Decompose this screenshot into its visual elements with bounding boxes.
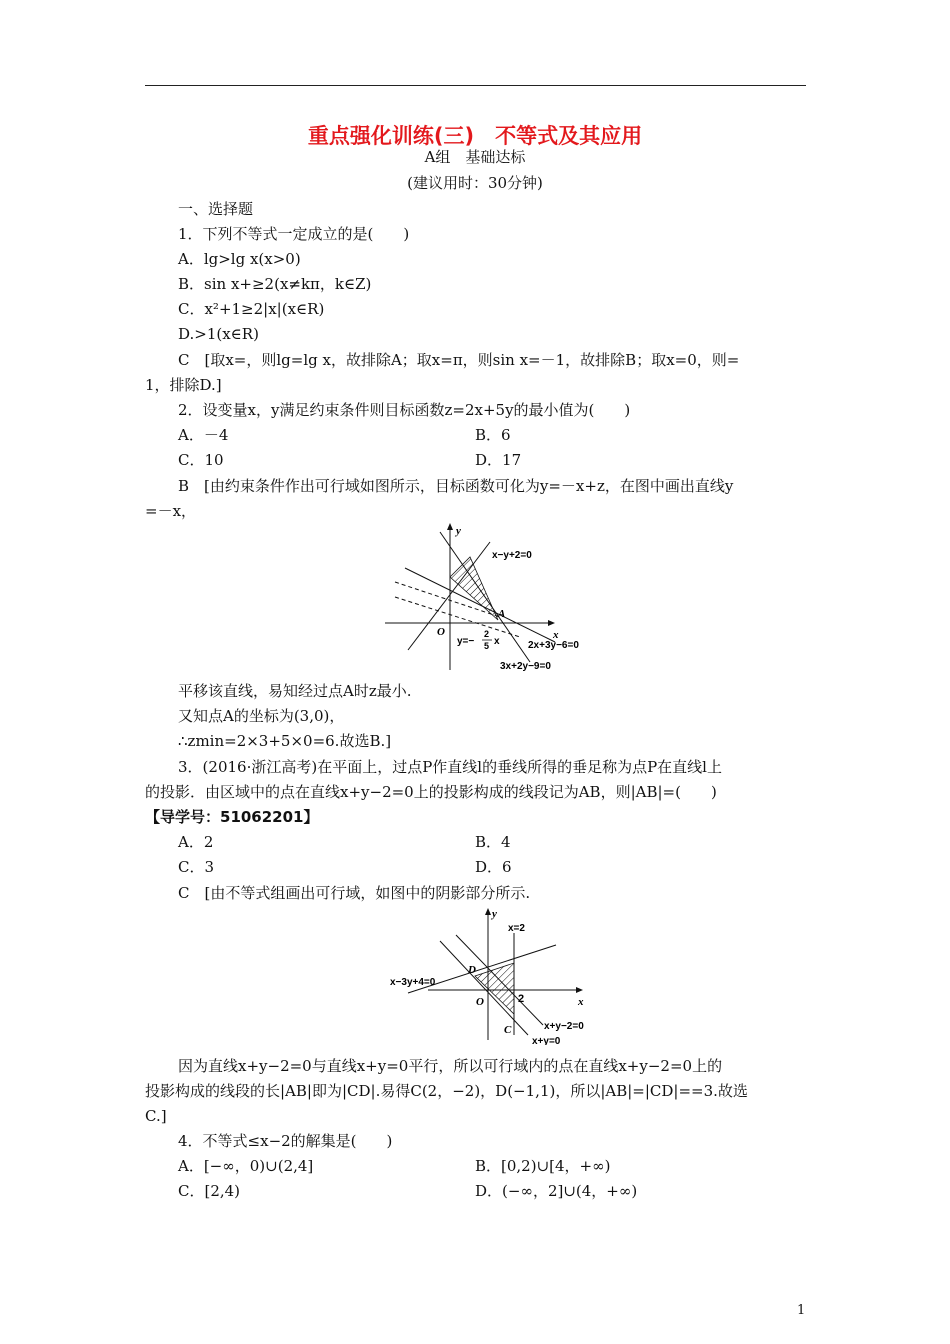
q3-line2: 的投影．由区域中的点在直线x+y−2=0上的投影构成的线段记为AB，则|AB|=( ) — [145, 783, 717, 801]
q3-option-d: D．6 — [475, 858, 512, 876]
q3-option-a: A．2 — [178, 833, 214, 851]
q1-stem: 1．下列不等式一定成立的是( ) — [178, 225, 410, 243]
feasible-region-figure-2 — [388, 905, 598, 1045]
q2-stem: 2．设变量x，y满足约束条件则目标函数z=2x+5y的最小值为( ) — [178, 401, 631, 419]
q3-line1: 3．(2016·浙江高考)在平面上，过点P作直线l的垂线所得的垂足称为点P在直线l上 — [178, 758, 722, 776]
q2-after-line1: 平移该直线，易知经过点A时z最小. — [178, 682, 412, 700]
fig2-line2-label: x−3y+4=0 — [390, 977, 436, 988]
header-rule — [145, 85, 806, 86]
fig1-x-label: x — [553, 629, 559, 641]
fig1-dashed-den: 5 — [484, 641, 490, 651]
q4-stem: 4．不等式≤x−2的解集是( ) — [178, 1132, 393, 1150]
q4-option-d: D．(−∞，2]∪(4，+∞) — [475, 1182, 638, 1200]
q2-option-c: C．10 — [178, 451, 224, 469]
line-x-y-minus-2 — [456, 935, 543, 1025]
page-number: 1 — [797, 1303, 806, 1318]
q3-answer-line1: C [由不等式组画出可行域，如图中的阴影部分所示. — [178, 884, 531, 902]
feasible-region-figure-1 — [380, 522, 600, 674]
fig1-line1-label: x−y+2=0 — [492, 550, 532, 561]
fig1-point-a: A — [498, 608, 506, 620]
fig1-y-label: y — [456, 525, 461, 537]
fig1-line3-label: 3x+2y−9=0 — [500, 661, 551, 672]
fig1-dashed-prefix: y=− — [457, 636, 475, 647]
fig1-origin-label: O — [437, 626, 445, 638]
q3-after-line3: C.] — [145, 1107, 167, 1125]
q1-option-a: A．lg>lg x(x>0) — [178, 250, 301, 268]
q2-after-line2: 又知点A的坐标为(3,0)， — [178, 707, 345, 725]
q3-after-line1: 因为直线x+y−2=0与直线x+y=0平行，所以可行域内的点在直线x+y−2=0上的 — [178, 1057, 723, 1075]
group-label: A组 基础达标 — [424, 148, 526, 166]
fig2-point-d: D — [468, 964, 476, 976]
fig2-line4-label: x+y=0 — [532, 1036, 561, 1045]
fig2-origin-label: O — [476, 996, 484, 1008]
fig1-dashed-var: x — [494, 636, 500, 647]
line-x-y-eq-0 — [440, 941, 528, 1035]
x-axis-arrow — [576, 987, 583, 993]
q4-option-a: A．[−∞，0)∪(2,4] — [178, 1157, 314, 1175]
q2-answer-line1: B [由约束条件作出可行域如图所示，目标函数可化为y=－x+z，在图中画出直线y — [178, 477, 734, 495]
q1-option-d: D.>1(x∈R) — [178, 325, 259, 343]
q4-option-b: B．[0,2)∪[4，+∞) — [475, 1157, 611, 1175]
x-axis-arrow — [548, 620, 555, 626]
q1-answer-line1: C [取x=，则lg=lg x，故排除A；取x=π，则sin x=－1，故排除B；取x=0，则= — [178, 351, 740, 369]
fig2-x-label: x — [578, 996, 584, 1008]
y-axis-arrow — [485, 908, 491, 915]
fig2-point-c: C — [504, 1024, 512, 1036]
fig2-y-label: y — [492, 908, 497, 920]
q2-option-d: D．17 — [475, 451, 522, 469]
fig1-dashed-num: 2 — [484, 629, 490, 639]
q2-option-b: B．6 — [475, 426, 511, 444]
q2-option-a: A．－4 — [178, 426, 229, 444]
page-title: 重点强化训练(三) 不等式及其应用 — [307, 124, 643, 148]
fig2-line3-label: x+y−2=0 — [544, 1021, 584, 1032]
q3-guide-number: 【导学号：51062201】 — [145, 808, 319, 826]
section-heading: 一、选择题 — [178, 200, 254, 218]
q3-option-c: C．3 — [178, 858, 215, 876]
fig1-line2-label: 2x+3y−6=0 — [528, 640, 579, 651]
q1-option-b: B．sin x+≥2(x≠kπ，k∈Z) — [178, 275, 372, 293]
q4-option-c: C．[2,4) — [178, 1182, 241, 1200]
q2-after-line3: ∴zmin=2×3+5×0=6.故选B.] — [178, 732, 392, 750]
q1-option-c: C．x²+1≥2|x|(x∈R) — [178, 300, 325, 318]
y-axis-arrow — [447, 523, 453, 530]
fig2-tick-2: 2 — [518, 993, 525, 1005]
q3-after-line2: 投影构成的线段的长|AB|即为|CD|.易得C(2，−2)，D(−1,1)，所以|AB|=|CD|==3.故选 — [145, 1082, 748, 1100]
q1-answer-line2: 1，排除D.] — [145, 376, 222, 394]
fig2-line1-label: x=2 — [508, 923, 525, 934]
q2-answer-line2: =－x， — [145, 502, 197, 520]
time-hint: (建议用时：30分钟) — [407, 174, 543, 192]
q3-option-b: B．4 — [475, 833, 511, 851]
